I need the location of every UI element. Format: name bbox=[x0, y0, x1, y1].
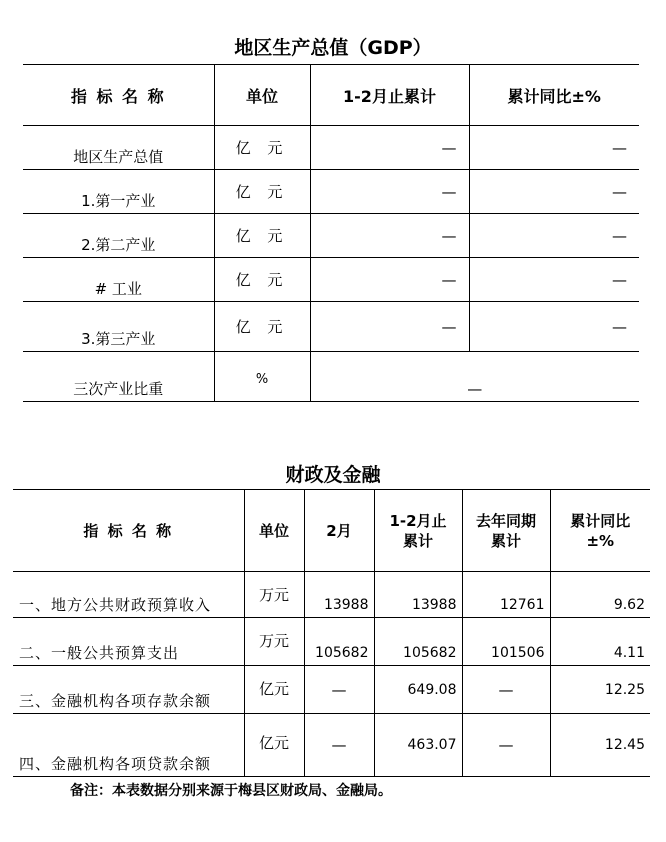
row-name: 一、地方公共财政预算收入 bbox=[13, 572, 244, 618]
table-row bbox=[13, 618, 650, 666]
row-february: 105682 bbox=[304, 618, 374, 666]
header-last-year-cumulative: 去年同期累计 bbox=[462, 490, 550, 572]
table-row bbox=[23, 258, 639, 302]
header-february: 2月 bbox=[304, 490, 374, 572]
row-name: 二、一般公共预算支出 bbox=[13, 618, 244, 666]
row-name: 三、金融机构各项存款余额 bbox=[13, 666, 244, 714]
row-unit: 亿元 bbox=[244, 666, 304, 714]
row-unit: 亿元 bbox=[244, 714, 304, 777]
row-unit: % bbox=[214, 352, 310, 402]
table-row bbox=[13, 714, 650, 777]
row-name: 地区生产总值 bbox=[23, 126, 214, 170]
source-note: 备注：本表数据分别来源于梅县区财政局、金融局。 bbox=[70, 783, 392, 799]
header-indicator-name: 指 标 名 称 bbox=[23, 65, 214, 126]
row-name: 3.第三产业 bbox=[23, 302, 214, 352]
row-last-year: — bbox=[462, 666, 550, 714]
row-cumulative: — bbox=[310, 302, 469, 352]
row-february: — bbox=[304, 714, 374, 777]
row-name: 四、金融机构各项贷款余额 bbox=[13, 714, 244, 777]
row-yoy: — bbox=[469, 170, 639, 214]
row-yoy: — bbox=[469, 258, 639, 302]
table-row bbox=[23, 170, 639, 214]
row-cumulative: 649.08 bbox=[374, 666, 462, 714]
table-row bbox=[23, 126, 639, 170]
header-cumulative: 1-2月止累计 bbox=[374, 490, 462, 572]
row-cumulative: — bbox=[310, 126, 469, 170]
header-indicator-name: 指 标 名 称 bbox=[13, 490, 244, 572]
table-header-row bbox=[13, 490, 650, 572]
row-last-year: 12761 bbox=[462, 572, 550, 618]
row-ratio-value: — bbox=[310, 352, 639, 402]
row-cumulative: 463.07 bbox=[374, 714, 462, 777]
row-unit: 亿 元 bbox=[214, 214, 310, 258]
row-yoy: 4.11 bbox=[550, 618, 650, 666]
row-name: # 工业 bbox=[23, 258, 214, 302]
row-unit: 亿 元 bbox=[214, 258, 310, 302]
row-yoy: — bbox=[469, 126, 639, 170]
header-cumulative: 1-2月止累计 bbox=[310, 65, 469, 126]
row-unit: 亿 元 bbox=[214, 302, 310, 352]
row-cumulative: — bbox=[310, 258, 469, 302]
row-february: 13988 bbox=[304, 572, 374, 618]
table-row bbox=[13, 666, 650, 714]
row-cumulative: 13988 bbox=[374, 572, 462, 618]
row-yoy: 9.62 bbox=[550, 572, 650, 618]
gdp-table bbox=[23, 64, 639, 402]
row-name: 2.第二产业 bbox=[23, 214, 214, 258]
header-yoy: 累计同比±% bbox=[570, 511, 631, 550]
row-yoy: 12.45 bbox=[550, 714, 650, 777]
row-unit: 亿 元 bbox=[214, 126, 310, 170]
header-yoy: 累计同比±% bbox=[507, 86, 601, 106]
finance-table bbox=[13, 489, 650, 777]
table-header-row bbox=[23, 65, 639, 126]
row-yoy: — bbox=[469, 302, 639, 352]
row-last-year: — bbox=[462, 714, 550, 777]
row-last-year: 101506 bbox=[462, 618, 550, 666]
row-cumulative: — bbox=[310, 170, 469, 214]
row-unit: 亿 元 bbox=[214, 170, 310, 214]
row-february: — bbox=[304, 666, 374, 714]
row-yoy: 12.25 bbox=[550, 666, 650, 714]
row-yoy: — bbox=[469, 214, 639, 258]
row-name: 1.第一产业 bbox=[23, 170, 214, 214]
header-unit: 单位 bbox=[214, 65, 310, 126]
header-unit: 单位 bbox=[244, 490, 304, 572]
gdp-table-title: 地区生产总值（GDP） bbox=[234, 37, 432, 59]
row-unit: 万元 bbox=[244, 572, 304, 618]
row-name: 三次产业比重 bbox=[23, 352, 214, 402]
finance-table-title: 财政及金融 bbox=[285, 464, 381, 486]
table-row bbox=[23, 214, 639, 258]
table-row bbox=[23, 302, 639, 352]
row-cumulative: 105682 bbox=[374, 618, 462, 666]
row-unit: 万元 bbox=[244, 618, 304, 666]
row-cumulative: — bbox=[310, 214, 469, 258]
table-row bbox=[13, 572, 650, 618]
table-row bbox=[23, 352, 639, 402]
